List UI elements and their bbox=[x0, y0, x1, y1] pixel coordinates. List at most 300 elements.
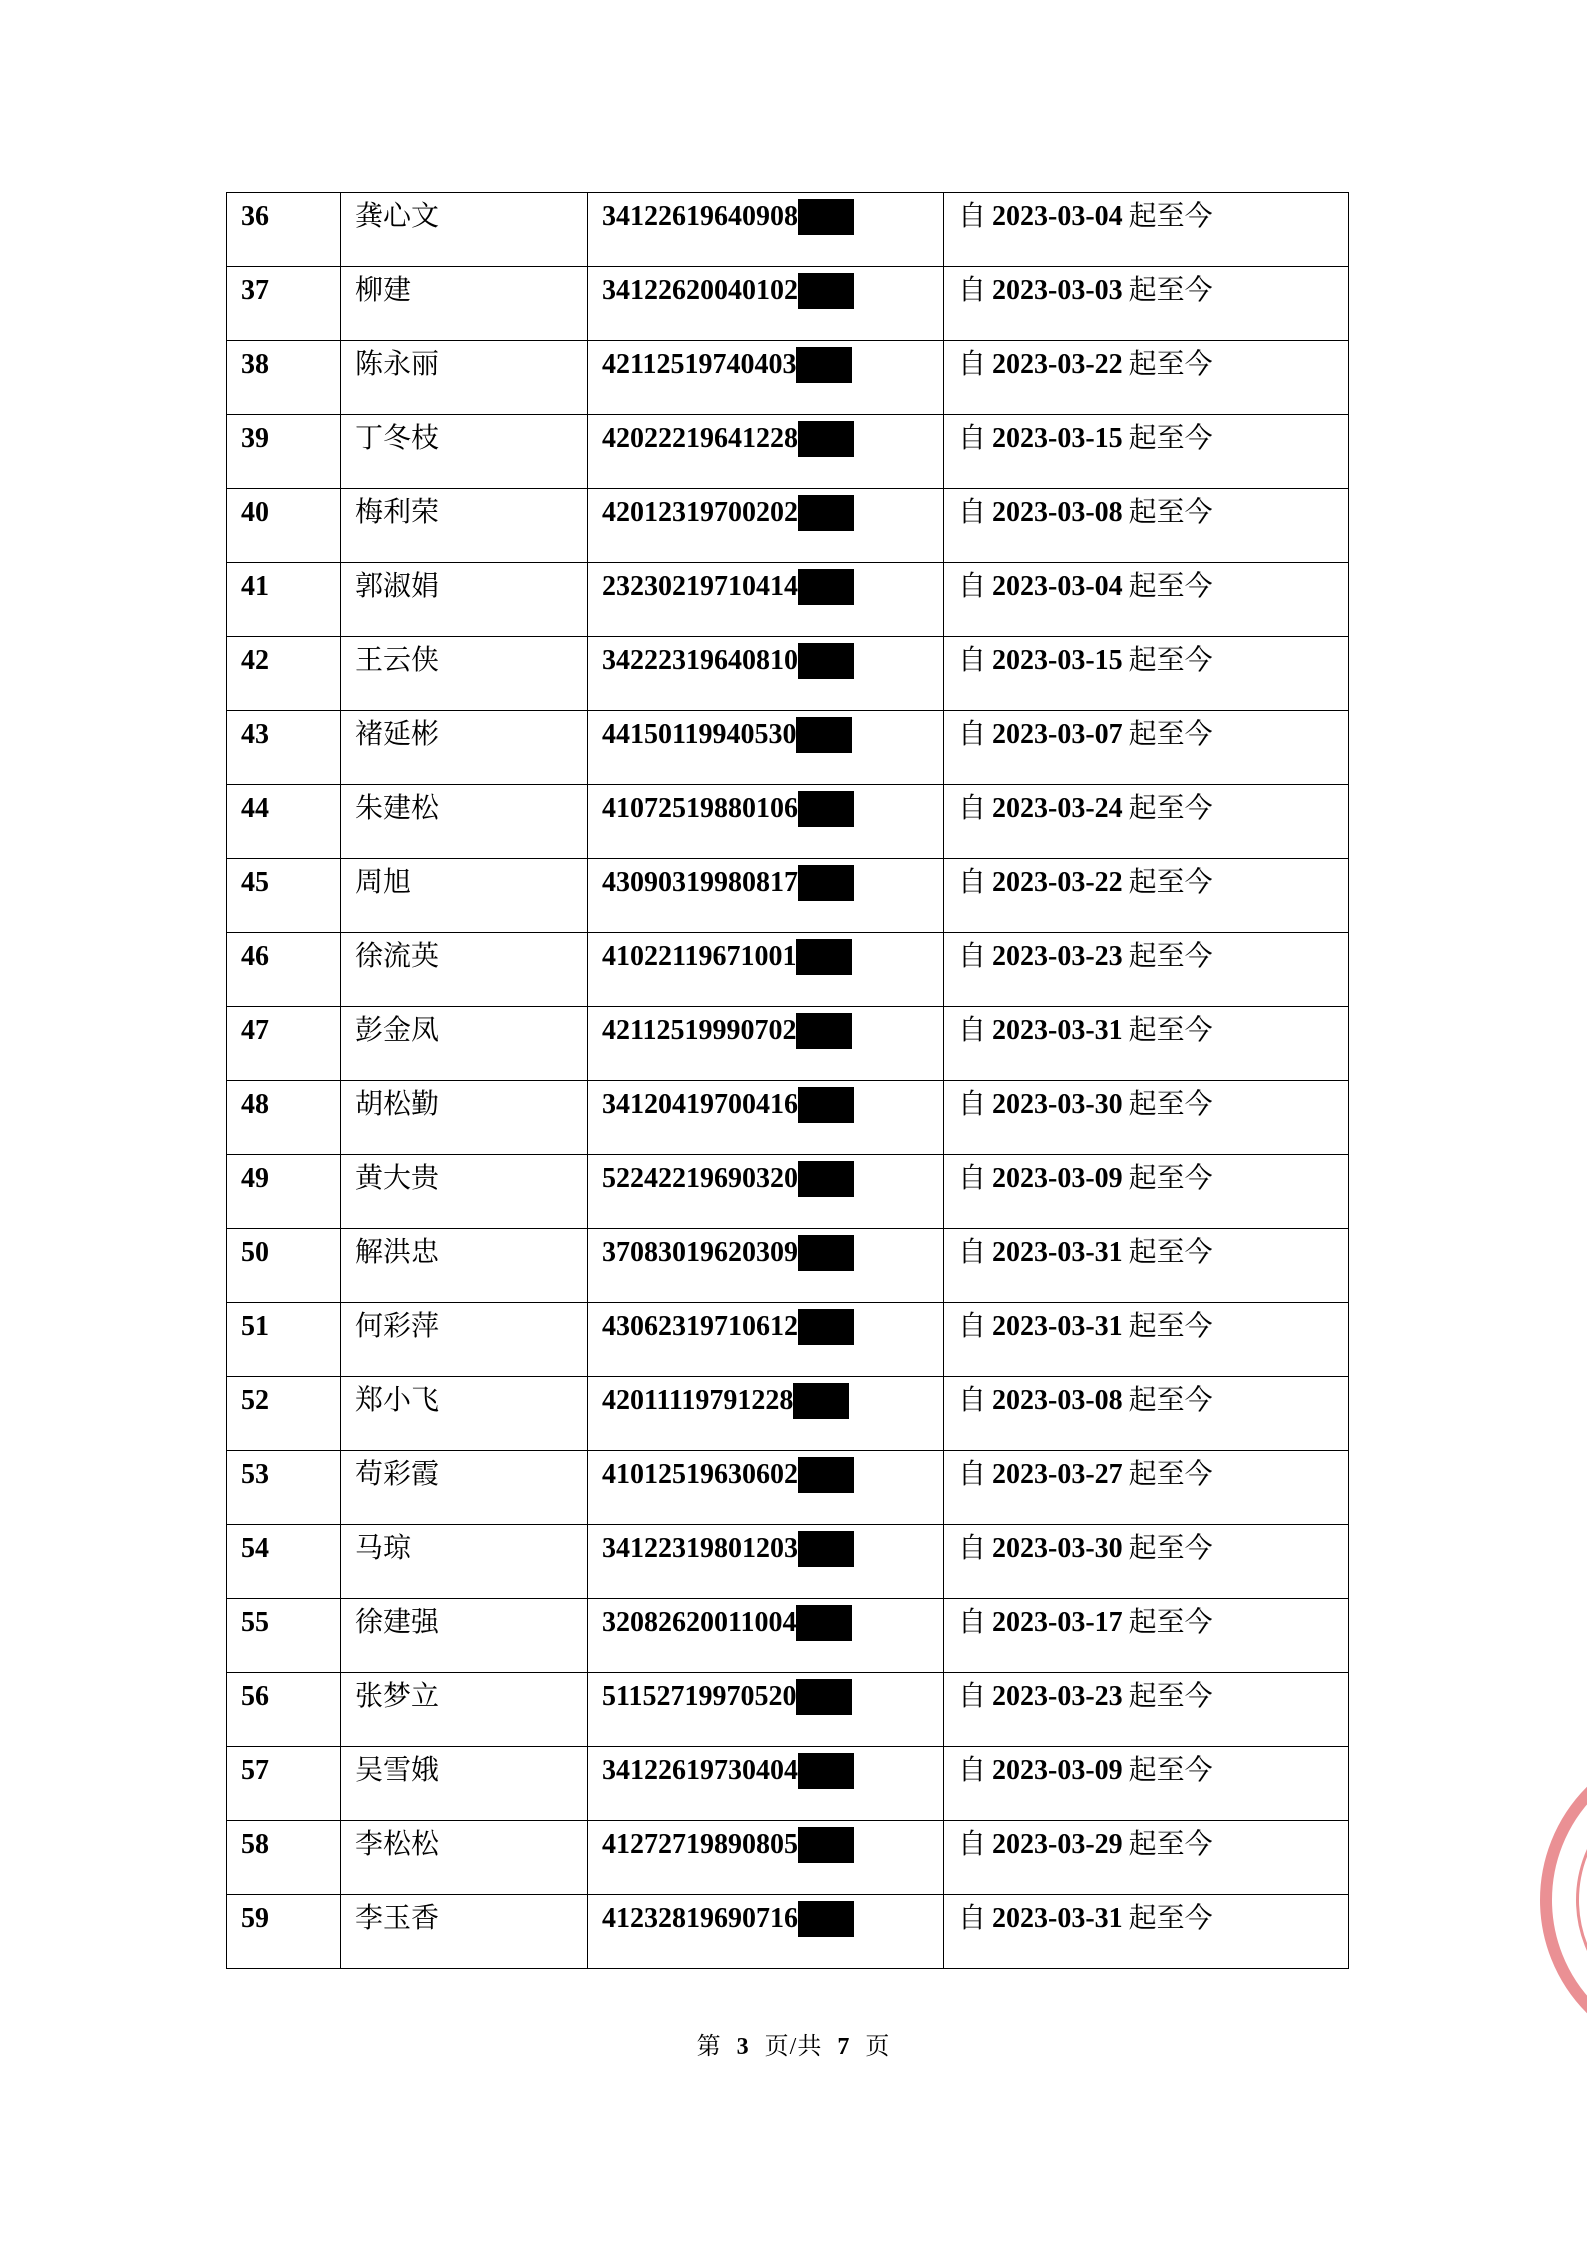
footer-middle: 页/共 bbox=[764, 2034, 823, 2060]
id-number-digits: 52242219690320 bbox=[602, 1163, 798, 1194]
redaction-block bbox=[796, 1013, 852, 1049]
id-number-cell bbox=[588, 1821, 944, 1895]
start-date: 2023-03-03 bbox=[992, 275, 1123, 306]
date-prefix: 自 bbox=[958, 1015, 987, 1046]
date-suffix: 起至今 bbox=[1128, 1681, 1213, 1712]
redaction-block bbox=[793, 1383, 849, 1419]
row-number: 54 bbox=[241, 1533, 269, 1564]
id-number-wrap bbox=[602, 637, 854, 679]
date-text bbox=[958, 193, 1213, 231]
id-number-cell bbox=[588, 1673, 944, 1747]
table-row bbox=[227, 267, 1349, 341]
date-cell bbox=[944, 193, 1349, 267]
row-number: 47 bbox=[241, 1015, 269, 1046]
date-suffix: 起至今 bbox=[1128, 1903, 1213, 1934]
id-number-cell bbox=[588, 1081, 944, 1155]
row-number-cell bbox=[227, 267, 341, 341]
name-cell bbox=[341, 1377, 588, 1451]
date-cell bbox=[944, 267, 1349, 341]
person-name: 彭金凤 bbox=[355, 1015, 440, 1046]
date-text bbox=[958, 267, 1213, 305]
date-prefix: 自 bbox=[958, 1681, 987, 1712]
person-name: 郭淑娟 bbox=[355, 571, 440, 602]
row-number-cell bbox=[227, 1525, 341, 1599]
date-cell bbox=[944, 1747, 1349, 1821]
name-cell bbox=[341, 267, 588, 341]
id-number-wrap bbox=[602, 1673, 852, 1715]
id-number-digits: 41012519630602 bbox=[602, 1459, 798, 1490]
id-number-wrap bbox=[602, 933, 852, 975]
row-number-cell bbox=[227, 1673, 341, 1747]
row-number: 42 bbox=[241, 645, 269, 676]
redaction-block bbox=[796, 1679, 852, 1715]
person-name: 梅利荣 bbox=[355, 497, 440, 528]
name-cell bbox=[341, 1599, 588, 1673]
table-row bbox=[227, 1525, 1349, 1599]
id-number-cell bbox=[588, 193, 944, 267]
id-number-cell bbox=[588, 1155, 944, 1229]
person-name: 朱建松 bbox=[355, 793, 440, 824]
row-number: 52 bbox=[241, 1385, 269, 1416]
footer-page-total: 7 bbox=[837, 2034, 851, 2060]
person-name: 丁冬枝 bbox=[355, 423, 440, 454]
id-number-digits: 43062319710612 bbox=[602, 1311, 798, 1342]
table-row bbox=[227, 1451, 1349, 1525]
start-date: 2023-03-04 bbox=[992, 201, 1123, 232]
row-number: 49 bbox=[241, 1163, 269, 1194]
start-date: 2023-03-24 bbox=[992, 793, 1123, 824]
id-number-cell bbox=[588, 341, 944, 415]
id-number-cell bbox=[588, 711, 944, 785]
id-number-wrap bbox=[602, 193, 854, 235]
id-number-wrap bbox=[602, 415, 854, 457]
row-number: 44 bbox=[241, 793, 269, 824]
id-number-wrap bbox=[602, 1599, 852, 1641]
redaction-block bbox=[798, 273, 854, 309]
date-cell bbox=[944, 1229, 1349, 1303]
date-cell bbox=[944, 1081, 1349, 1155]
date-cell bbox=[944, 1451, 1349, 1525]
start-date: 2023-03-31 bbox=[992, 1311, 1123, 1342]
date-text bbox=[958, 1155, 1213, 1193]
date-suffix: 起至今 bbox=[1128, 497, 1213, 528]
date-prefix: 自 bbox=[958, 867, 987, 898]
row-number-cell bbox=[227, 1155, 341, 1229]
row-number-cell bbox=[227, 1377, 341, 1451]
id-number-wrap bbox=[602, 1747, 854, 1789]
row-number-cell bbox=[227, 1599, 341, 1673]
row-number-cell bbox=[227, 1895, 341, 1969]
date-prefix: 自 bbox=[958, 1607, 987, 1638]
date-suffix: 起至今 bbox=[1128, 645, 1213, 676]
name-cell bbox=[341, 1229, 588, 1303]
table-row bbox=[227, 415, 1349, 489]
redaction-block bbox=[798, 643, 854, 679]
row-number-cell bbox=[227, 1229, 341, 1303]
person-name: 胡松勤 bbox=[355, 1089, 440, 1120]
name-cell bbox=[341, 1747, 588, 1821]
date-text bbox=[958, 1673, 1213, 1711]
id-number-cell bbox=[588, 1303, 944, 1377]
date-suffix: 起至今 bbox=[1128, 1459, 1213, 1490]
date-text bbox=[958, 1895, 1213, 1933]
id-number-digits: 34222319640810 bbox=[602, 645, 798, 676]
date-text bbox=[958, 341, 1213, 379]
date-cell bbox=[944, 1599, 1349, 1673]
id-number-cell bbox=[588, 489, 944, 563]
date-cell bbox=[944, 637, 1349, 711]
table-row bbox=[227, 859, 1349, 933]
name-cell bbox=[341, 637, 588, 711]
id-number-cell bbox=[588, 1895, 944, 1969]
date-text bbox=[958, 785, 1213, 823]
date-cell bbox=[944, 933, 1349, 1007]
id-number-wrap bbox=[602, 1821, 854, 1863]
date-suffix: 起至今 bbox=[1128, 201, 1213, 232]
id-number-wrap bbox=[602, 1525, 854, 1567]
redaction-block bbox=[798, 495, 854, 531]
person-name: 黄大贵 bbox=[355, 1163, 440, 1194]
name-cell bbox=[341, 1821, 588, 1895]
date-cell bbox=[944, 1007, 1349, 1081]
roster-table bbox=[226, 192, 1349, 1969]
id-number-wrap bbox=[602, 1377, 849, 1419]
date-suffix: 起至今 bbox=[1128, 867, 1213, 898]
person-name: 李松松 bbox=[355, 1829, 440, 1860]
date-cell bbox=[944, 859, 1349, 933]
redaction-block bbox=[798, 791, 854, 827]
date-prefix: 自 bbox=[958, 1829, 987, 1860]
id-number-wrap bbox=[602, 563, 854, 605]
id-number-wrap bbox=[602, 1895, 854, 1937]
id-number-digits: 41232819690716 bbox=[602, 1903, 798, 1934]
start-date: 2023-03-27 bbox=[992, 1459, 1123, 1490]
row-number: 48 bbox=[241, 1089, 269, 1120]
id-number-cell bbox=[588, 859, 944, 933]
id-number-cell bbox=[588, 1007, 944, 1081]
person-name: 龚心文 bbox=[355, 201, 440, 232]
id-number-digits: 23230219710414 bbox=[602, 571, 798, 602]
redaction-block bbox=[796, 717, 852, 753]
date-suffix: 起至今 bbox=[1128, 1755, 1213, 1786]
table-row bbox=[227, 1673, 1349, 1747]
row-number-cell bbox=[227, 711, 341, 785]
date-text bbox=[958, 1377, 1213, 1415]
person-name: 马琼 bbox=[355, 1533, 412, 1564]
date-prefix: 自 bbox=[958, 941, 987, 972]
id-number-cell bbox=[588, 1451, 944, 1525]
redaction-block bbox=[796, 939, 852, 975]
row-number-cell bbox=[227, 1747, 341, 1821]
date-text bbox=[958, 859, 1213, 897]
date-suffix: 起至今 bbox=[1128, 423, 1213, 454]
name-cell bbox=[341, 489, 588, 563]
id-number-cell bbox=[588, 1525, 944, 1599]
date-cell bbox=[944, 1377, 1349, 1451]
person-name: 柳建 bbox=[355, 275, 412, 306]
id-number-cell bbox=[588, 1229, 944, 1303]
name-cell bbox=[341, 1303, 588, 1377]
table-row bbox=[227, 711, 1349, 785]
row-number: 41 bbox=[241, 571, 269, 602]
date-prefix: 自 bbox=[958, 201, 987, 232]
id-number-digits: 42112519740403 bbox=[602, 349, 797, 380]
start-date: 2023-03-07 bbox=[992, 719, 1123, 750]
row-number-cell bbox=[227, 489, 341, 563]
id-number-wrap bbox=[602, 1081, 854, 1123]
row-number-cell bbox=[227, 859, 341, 933]
name-cell bbox=[341, 1525, 588, 1599]
name-cell bbox=[341, 1451, 588, 1525]
table-row bbox=[227, 933, 1349, 1007]
date-prefix: 自 bbox=[958, 645, 987, 676]
id-number-wrap bbox=[602, 267, 854, 309]
redaction-block bbox=[798, 1309, 854, 1345]
date-suffix: 起至今 bbox=[1128, 719, 1213, 750]
date-text bbox=[958, 415, 1213, 453]
id-number-cell bbox=[588, 1747, 944, 1821]
redaction-block bbox=[796, 347, 852, 383]
date-text bbox=[958, 1303, 1213, 1341]
date-cell bbox=[944, 1155, 1349, 1229]
name-cell bbox=[341, 415, 588, 489]
table-row bbox=[227, 1081, 1349, 1155]
date-text bbox=[958, 1525, 1213, 1563]
date-text bbox=[958, 489, 1213, 527]
id-number-digits: 42011119791228 bbox=[602, 1385, 794, 1416]
date-suffix: 起至今 bbox=[1128, 793, 1213, 824]
date-cell bbox=[944, 489, 1349, 563]
person-name: 吴雪娥 bbox=[355, 1755, 440, 1786]
date-text bbox=[958, 1007, 1213, 1045]
date-text bbox=[958, 1451, 1213, 1489]
date-suffix: 起至今 bbox=[1128, 1829, 1213, 1860]
date-cell bbox=[944, 1303, 1349, 1377]
row-number: 39 bbox=[241, 423, 269, 454]
name-cell bbox=[341, 563, 588, 637]
redaction-block bbox=[798, 199, 854, 235]
date-prefix: 自 bbox=[958, 1533, 987, 1564]
redaction-block bbox=[798, 1753, 854, 1789]
table-row bbox=[227, 1377, 1349, 1451]
footer-suffix: 页 bbox=[865, 2034, 891, 2060]
id-number-digits: 32082620011004 bbox=[602, 1607, 797, 1638]
name-cell bbox=[341, 1081, 588, 1155]
row-number: 43 bbox=[241, 719, 269, 750]
row-number: 56 bbox=[241, 1681, 269, 1712]
row-number-cell bbox=[227, 193, 341, 267]
row-number-cell bbox=[227, 933, 341, 1007]
start-date: 2023-03-29 bbox=[992, 1829, 1123, 1860]
date-prefix: 自 bbox=[958, 1163, 987, 1194]
date-text bbox=[958, 1821, 1213, 1859]
start-date: 2023-03-22 bbox=[992, 867, 1123, 898]
official-seal-stamp bbox=[1540, 1740, 1587, 2060]
redaction-block bbox=[798, 1161, 854, 1197]
redaction-block bbox=[798, 1087, 854, 1123]
id-number-cell bbox=[588, 415, 944, 489]
id-number-digits: 42012319700202 bbox=[602, 497, 798, 528]
footer-prefix: 第 bbox=[696, 2034, 722, 2060]
table-row bbox=[227, 1155, 1349, 1229]
start-date: 2023-03-15 bbox=[992, 645, 1123, 676]
id-number-digits: 41072519880106 bbox=[602, 793, 798, 824]
date-text bbox=[958, 1229, 1213, 1267]
id-number-digits: 42112519990702 bbox=[602, 1015, 797, 1046]
name-cell bbox=[341, 711, 588, 785]
table-row bbox=[227, 1895, 1349, 1969]
person-name: 陈永丽 bbox=[355, 349, 440, 380]
date-suffix: 起至今 bbox=[1128, 1163, 1213, 1194]
redaction-block bbox=[798, 569, 854, 605]
id-number-cell bbox=[588, 933, 944, 1007]
id-number-digits: 41272719890805 bbox=[602, 1829, 798, 1860]
table-row bbox=[227, 1599, 1349, 1673]
row-number-cell bbox=[227, 341, 341, 415]
row-number: 38 bbox=[241, 349, 269, 380]
id-number-wrap bbox=[602, 341, 852, 383]
date-suffix: 起至今 bbox=[1128, 349, 1213, 380]
row-number-cell bbox=[227, 1451, 341, 1525]
id-number-cell bbox=[588, 785, 944, 859]
start-date: 2023-03-23 bbox=[992, 941, 1123, 972]
id-number-wrap bbox=[602, 1451, 854, 1493]
id-number-cell bbox=[588, 267, 944, 341]
date-cell bbox=[944, 415, 1349, 489]
start-date: 2023-03-15 bbox=[992, 423, 1123, 454]
table-row bbox=[227, 637, 1349, 711]
person-name: 郑小飞 bbox=[355, 1385, 440, 1416]
id-number-digits: 51152719970520 bbox=[602, 1681, 797, 1712]
page-footer bbox=[0, 2026, 1587, 2061]
id-number-wrap bbox=[602, 711, 852, 753]
start-date: 2023-03-17 bbox=[992, 1607, 1123, 1638]
table-row bbox=[227, 341, 1349, 415]
start-date: 2023-03-30 bbox=[992, 1089, 1123, 1120]
start-date: 2023-03-09 bbox=[992, 1163, 1123, 1194]
date-prefix: 自 bbox=[958, 1755, 987, 1786]
row-number: 59 bbox=[241, 1903, 269, 1934]
date-prefix: 自 bbox=[958, 423, 987, 454]
id-number-digits: 34122619730404 bbox=[602, 1755, 798, 1786]
date-text bbox=[958, 1081, 1213, 1119]
date-prefix: 自 bbox=[958, 1385, 987, 1416]
redaction-block bbox=[798, 865, 854, 901]
date-prefix: 自 bbox=[958, 571, 987, 602]
date-cell bbox=[944, 1525, 1349, 1599]
table-row bbox=[227, 563, 1349, 637]
redaction-block bbox=[798, 1827, 854, 1863]
id-number-digits: 34122319801203 bbox=[602, 1533, 798, 1564]
date-cell bbox=[944, 1821, 1349, 1895]
id-number-digits: 42022219641228 bbox=[602, 423, 798, 454]
date-suffix: 起至今 bbox=[1128, 941, 1213, 972]
table-row bbox=[227, 1007, 1349, 1081]
date-text bbox=[958, 1599, 1213, 1637]
row-number-cell bbox=[227, 1081, 341, 1155]
redaction-block bbox=[798, 421, 854, 457]
id-number-digits: 41022119671001 bbox=[602, 941, 797, 972]
id-number-digits: 34122620040102 bbox=[602, 275, 798, 306]
redaction-block bbox=[796, 1605, 852, 1641]
redaction-block bbox=[798, 1531, 854, 1567]
date-suffix: 起至今 bbox=[1128, 1237, 1213, 1268]
id-number-cell bbox=[588, 1599, 944, 1673]
date-prefix: 自 bbox=[958, 1237, 987, 1268]
date-cell bbox=[944, 1673, 1349, 1747]
row-number: 40 bbox=[241, 497, 269, 528]
date-suffix: 起至今 bbox=[1128, 1311, 1213, 1342]
person-name: 王云侠 bbox=[355, 645, 440, 676]
id-number-wrap bbox=[602, 785, 854, 827]
start-date: 2023-03-31 bbox=[992, 1237, 1123, 1268]
row-number: 46 bbox=[241, 941, 269, 972]
date-suffix: 起至今 bbox=[1128, 1607, 1213, 1638]
id-number-digits: 37083019620309 bbox=[602, 1237, 798, 1268]
footer-page-number: 3 bbox=[736, 2034, 750, 2060]
id-number-digits: 34120419700416 bbox=[602, 1089, 798, 1120]
date-prefix: 自 bbox=[958, 793, 987, 824]
date-prefix: 自 bbox=[958, 719, 987, 750]
redaction-block bbox=[798, 1901, 854, 1937]
row-number-cell bbox=[227, 1007, 341, 1081]
date-text bbox=[958, 1747, 1213, 1785]
date-cell bbox=[944, 341, 1349, 415]
id-number-digits: 34122619640908 bbox=[602, 201, 798, 232]
row-number: 45 bbox=[241, 867, 269, 898]
row-number-cell bbox=[227, 1821, 341, 1895]
row-number: 36 bbox=[241, 201, 269, 232]
date-suffix: 起至今 bbox=[1128, 571, 1213, 602]
start-date: 2023-03-08 bbox=[992, 497, 1123, 528]
id-number-wrap bbox=[602, 1303, 854, 1345]
date-cell bbox=[944, 785, 1349, 859]
row-number: 57 bbox=[241, 1755, 269, 1786]
row-number-cell bbox=[227, 415, 341, 489]
redaction-block bbox=[798, 1457, 854, 1493]
name-cell bbox=[341, 933, 588, 1007]
name-cell bbox=[341, 1895, 588, 1969]
row-number: 50 bbox=[241, 1237, 269, 1268]
table-row bbox=[227, 1229, 1349, 1303]
name-cell bbox=[341, 1673, 588, 1747]
start-date: 2023-03-09 bbox=[992, 1755, 1123, 1786]
table-row bbox=[227, 193, 1349, 267]
id-number-digits: 44150119940530 bbox=[602, 719, 797, 750]
name-cell bbox=[341, 341, 588, 415]
row-number: 37 bbox=[241, 275, 269, 306]
name-cell bbox=[341, 1155, 588, 1229]
id-number-wrap bbox=[602, 1155, 854, 1197]
row-number-cell bbox=[227, 637, 341, 711]
person-name: 解洪忠 bbox=[355, 1237, 440, 1268]
date-suffix: 起至今 bbox=[1128, 1533, 1213, 1564]
row-number: 58 bbox=[241, 1829, 269, 1860]
date-cell bbox=[944, 1895, 1349, 1969]
date-prefix: 自 bbox=[958, 275, 987, 306]
id-number-wrap bbox=[602, 489, 854, 531]
row-number: 51 bbox=[241, 1311, 269, 1342]
person-name: 张梦立 bbox=[355, 1681, 440, 1712]
person-name: 徐建强 bbox=[355, 1607, 440, 1638]
date-prefix: 自 bbox=[958, 349, 987, 380]
id-number-digits: 43090319980817 bbox=[602, 867, 798, 898]
id-number-wrap bbox=[602, 859, 854, 901]
date-prefix: 自 bbox=[958, 1089, 987, 1120]
table-row bbox=[227, 489, 1349, 563]
name-cell bbox=[341, 859, 588, 933]
row-number-cell bbox=[227, 563, 341, 637]
